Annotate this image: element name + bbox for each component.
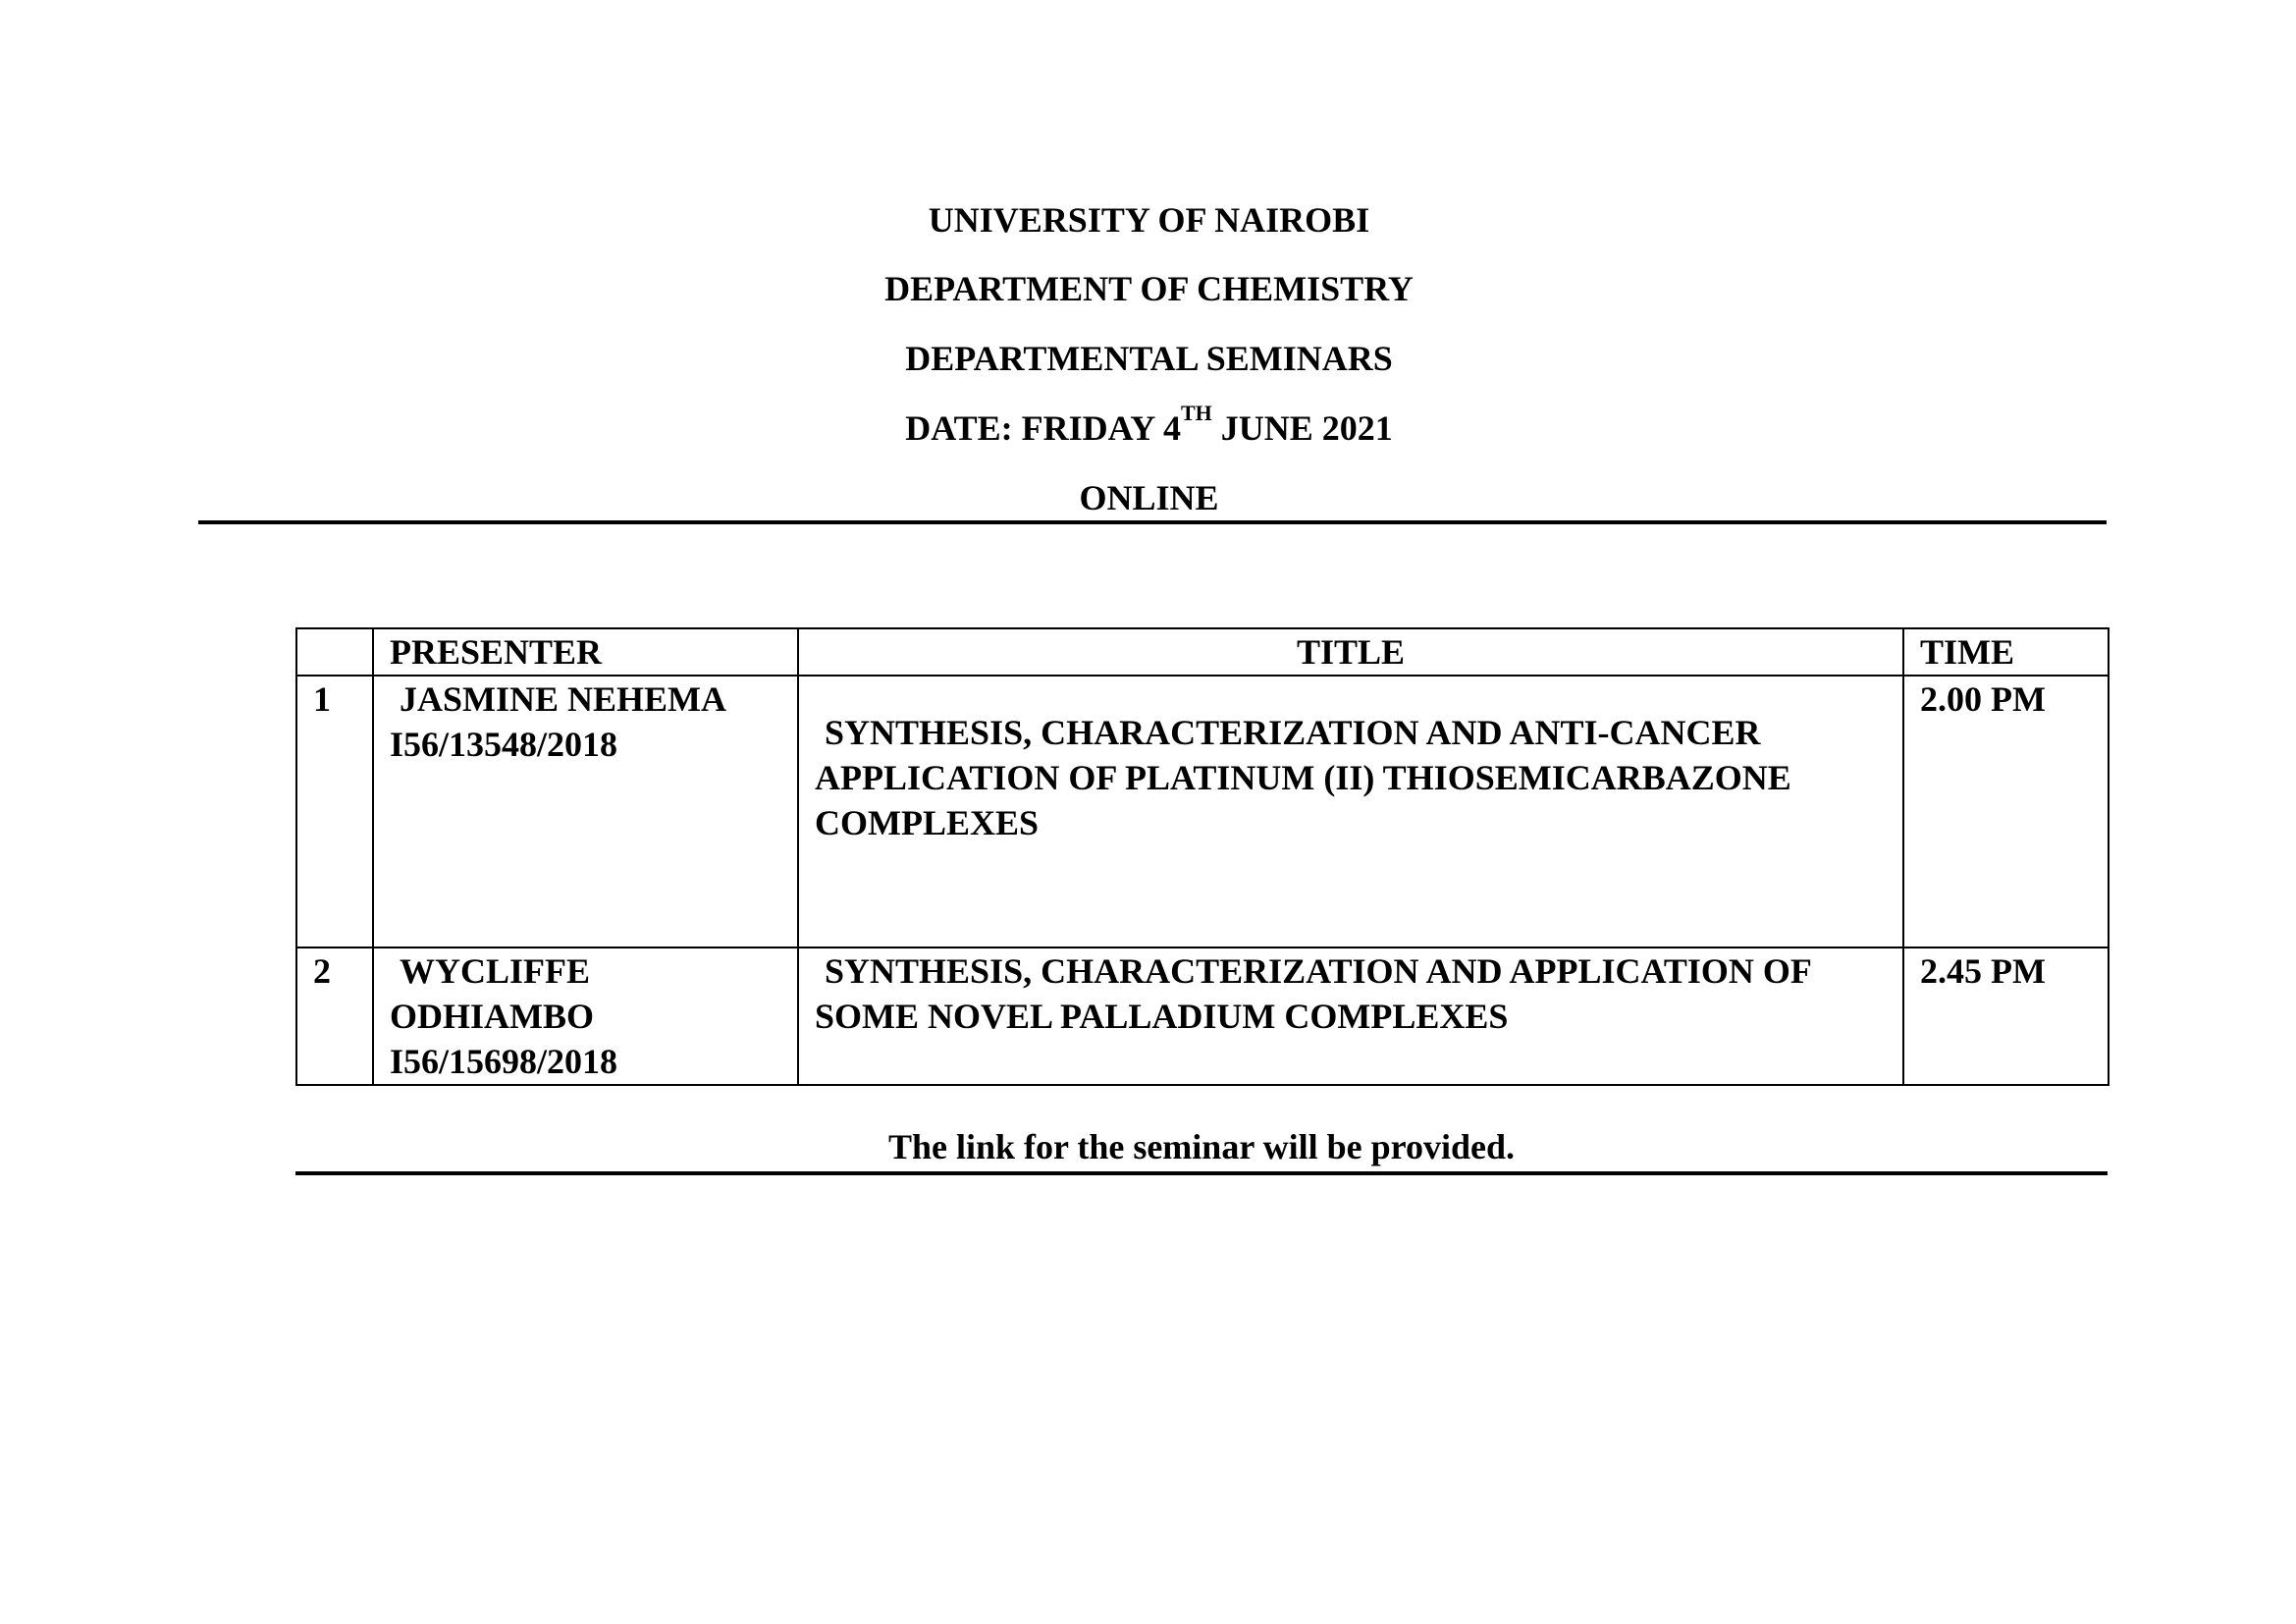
presenter-id: I56/13548/2018	[390, 725, 618, 764]
table-row	[296, 947, 2109, 1085]
time-cell: 2.45 PM	[1903, 947, 2109, 1085]
date-prefix: DATE: FRIDAY 4	[905, 408, 1181, 448]
seminar-link-note: The link for the seminar will be provided.	[887, 1127, 1516, 1166]
presenter-name: WYCLIFFE ODHIAMBO	[390, 951, 595, 1036]
date-rest: JUNE 2021	[1211, 408, 1393, 448]
presenter-cell	[373, 947, 798, 1085]
event-name: DEPARTMENTAL SEMINARS	[905, 339, 1393, 378]
seminar-schedule-table	[295, 627, 2109, 1086]
column-header-time: TIME	[1903, 628, 2109, 676]
university-name: UNIVERSITY OF NAIROBI	[928, 200, 1370, 240]
presenter-name: JASMINE NEHEMA	[400, 679, 727, 719]
event-mode: ONLINE	[1079, 478, 1219, 517]
presenter-cell	[373, 676, 798, 947]
title-cell	[798, 947, 1903, 1085]
department-name: DEPARTMENT OF CHEMISTRY	[884, 269, 1414, 308]
date-ordinal-suffix: TH	[1180, 401, 1212, 425]
title-cell	[798, 676, 1903, 947]
table-header-row	[296, 628, 2109, 676]
row-number: 1	[296, 676, 373, 947]
column-header-number	[296, 628, 373, 676]
column-header-presenter: PRESENTER	[373, 628, 798, 676]
footer-divider	[295, 1171, 2108, 1175]
event-date	[1, 401, 2296, 448]
time-cell: 2.00 PM	[1903, 676, 2109, 947]
column-header-title: TITLE	[798, 628, 1903, 676]
header-divider	[198, 520, 2107, 524]
seminar-title: SYNTHESIS, CHARACTERIZATION AND APPLICATION OF SOME NOVEL PALLADIUM COMPLEXES	[815, 951, 1811, 1036]
presenter-id: I56/15698/2018	[390, 1042, 618, 1081]
table-row	[296, 676, 2109, 947]
seminar-title: SYNTHESIS, CHARACTERIZATION AND ANTI-CANCER APPLICATION OF PLATINUM (II) THIOSEMICARBAZONE COMPLEXES	[815, 713, 1791, 842]
row-number: 2	[296, 947, 373, 1085]
